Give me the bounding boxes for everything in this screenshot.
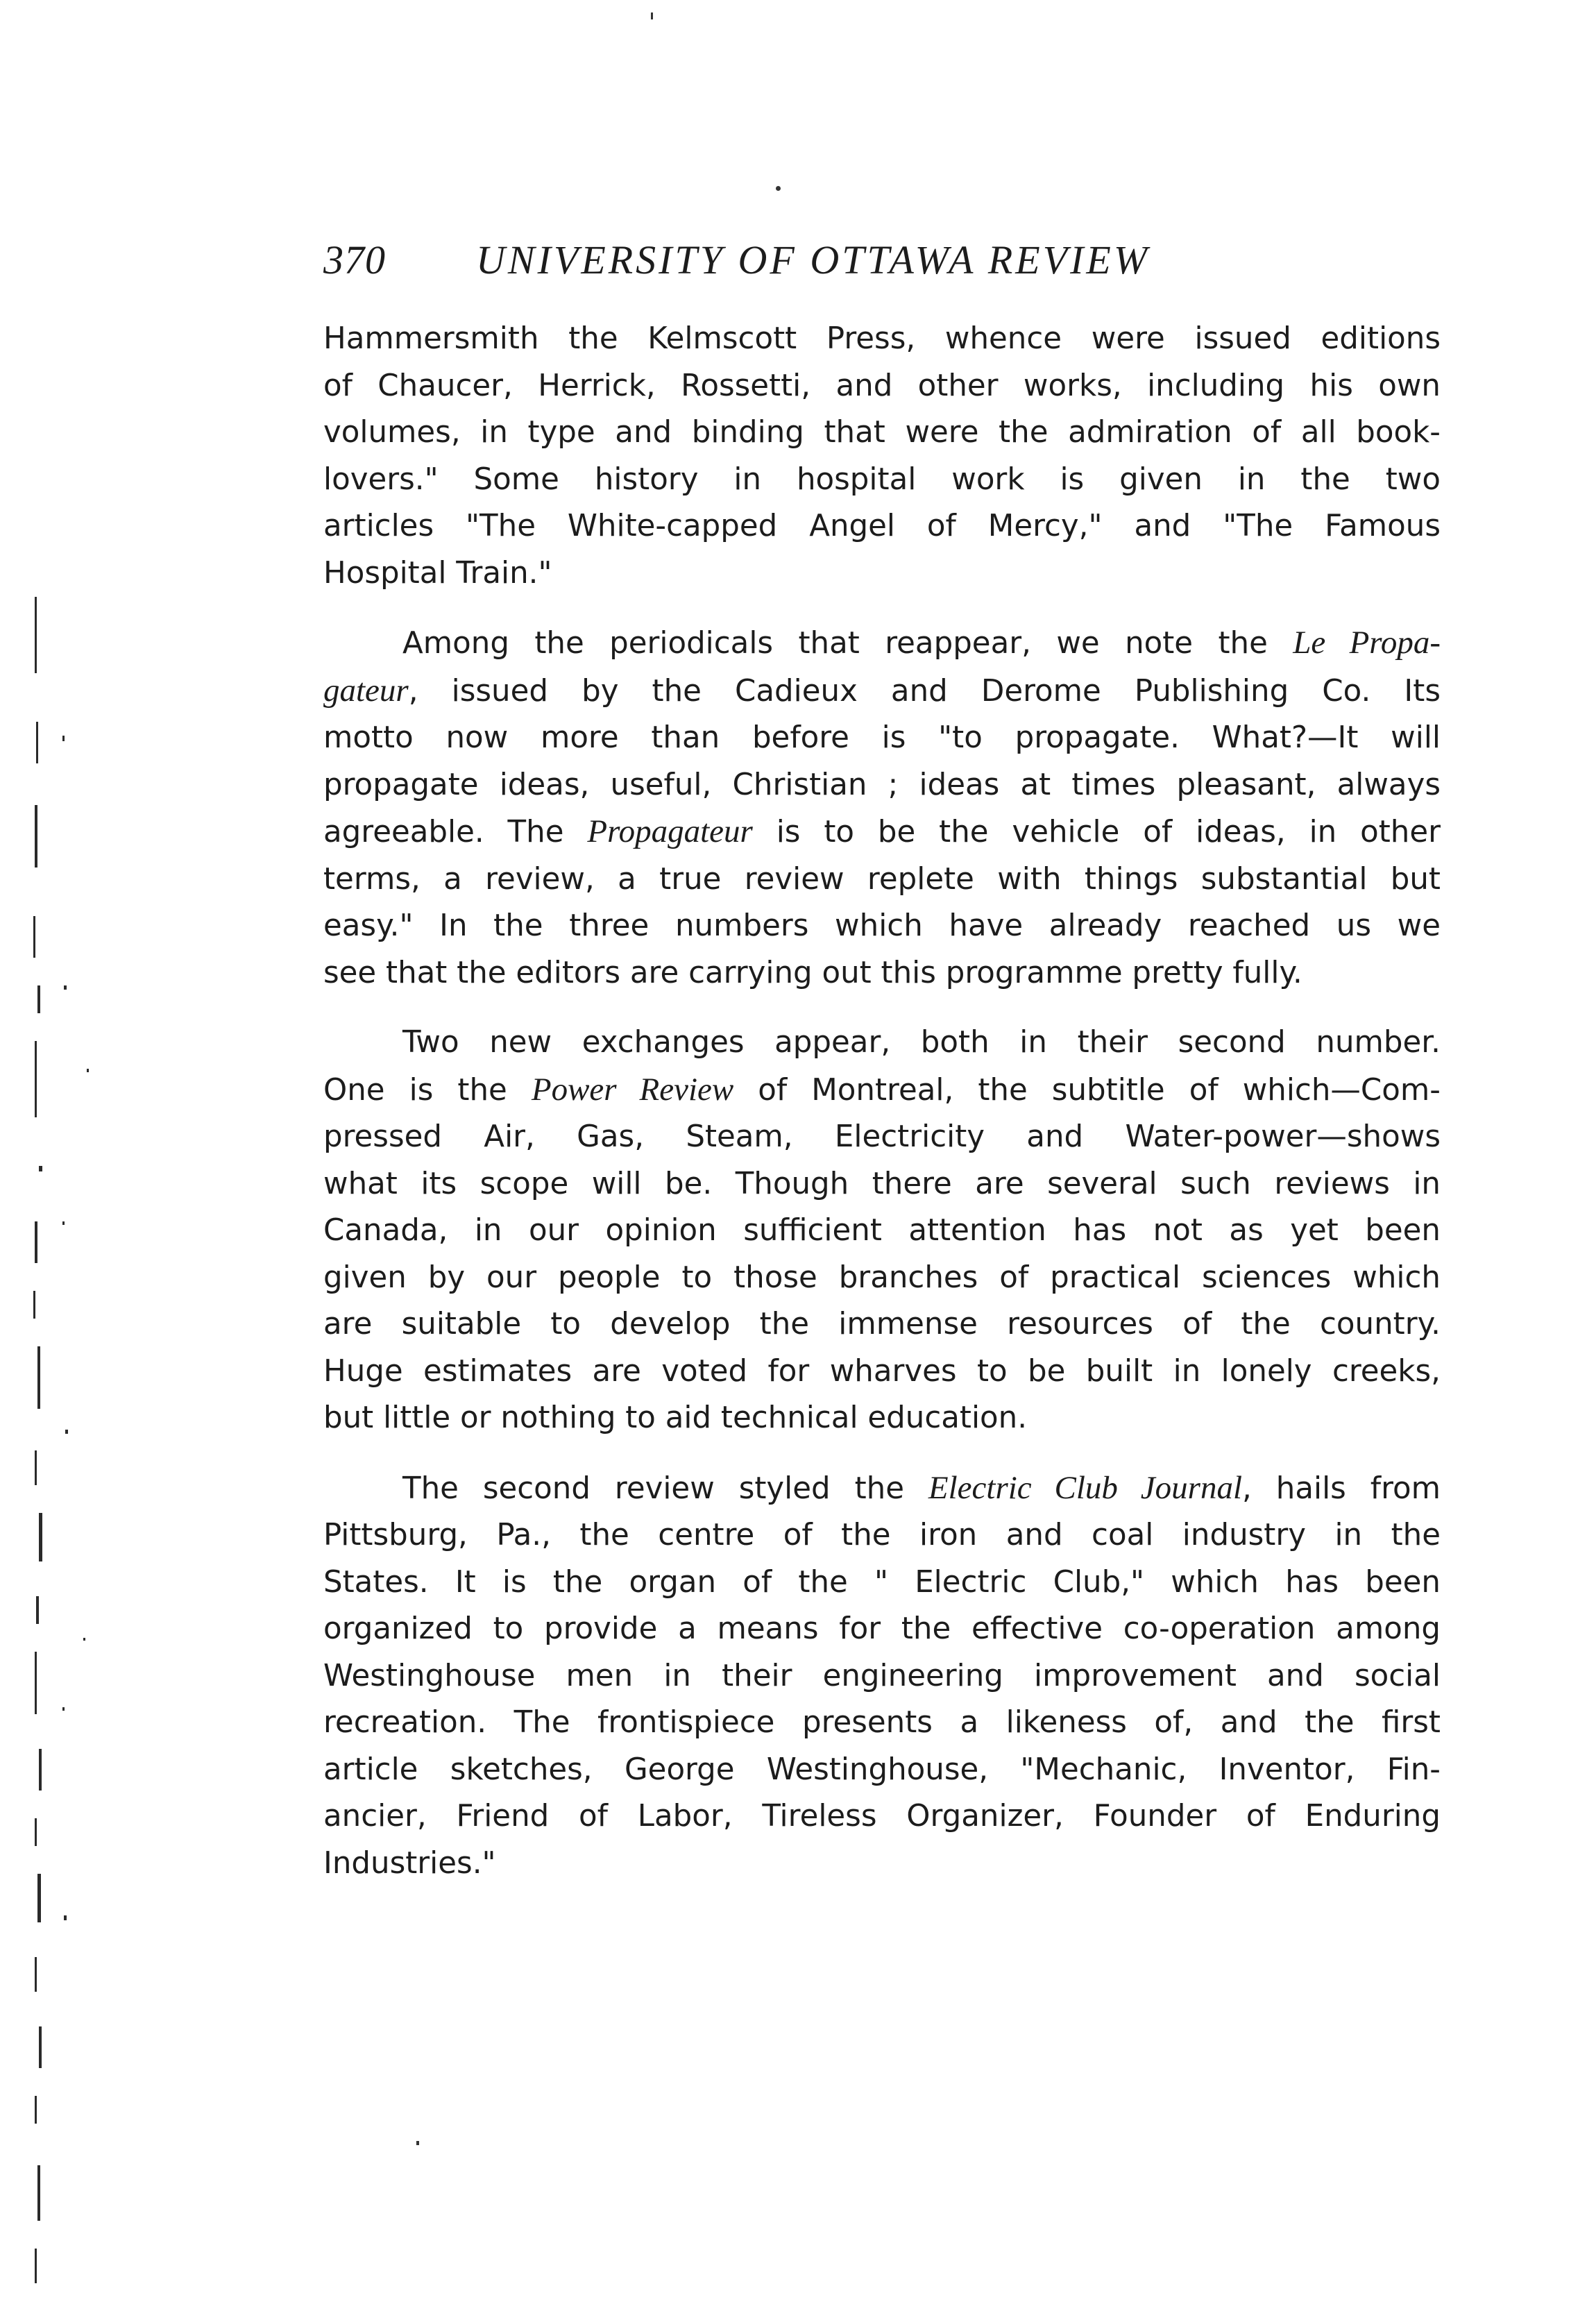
text-run: recreation. The frontispiece presents a likeness of, and the first: [323, 1705, 1441, 1740]
text-run: Industries.": [323, 1845, 496, 1881]
text-line: [323, 503, 1441, 550]
scan-speck: [39, 1166, 42, 1171]
scan-speck: [35, 1450, 37, 1485]
text-line: [244, 1606, 1441, 1653]
text-line: [323, 457, 1441, 504]
text-line: [323, 316, 1441, 363]
journal-title: UNIVERSITY OF OTTAWA REVIEW: [476, 237, 1151, 282]
text-line: [244, 762, 1441, 809]
scan-speck: [35, 1957, 37, 1992]
text-run: Hammersmith the Kelmscott Press, whence were issued editions: [323, 321, 1441, 356]
paragraph: [323, 1019, 1441, 1442]
scan-speck: [37, 1346, 40, 1409]
scan-speck: [35, 805, 37, 867]
binding-edge-marks: [14, 597, 97, 2311]
text-run: are suitable to develop the immense resources of the country.: [323, 1307, 1441, 1341]
text-run: given by our people to those branches of practical sciences which: [323, 1260, 1441, 1295]
text-run: The second review styled the: [402, 1471, 928, 1506]
running-head: [323, 229, 1364, 291]
scan-speck: [776, 186, 781, 191]
scan-speck: [416, 2141, 419, 2145]
text-line: [244, 1793, 1441, 1840]
scan-speck: [37, 2165, 40, 2221]
scan-speck: [33, 916, 35, 958]
text-line: [244, 1348, 1441, 1396]
text-run: organized to provide a means for the effective co-operation among: [323, 1611, 1441, 1646]
text-run: of Montreal, the subtitle of which—Com-: [733, 1072, 1441, 1108]
scan-speck: [65, 1430, 68, 1434]
text-run: what its scope will be. Though there are several such reviews in: [323, 1166, 1441, 1201]
text-run: motto now more than before is "to propagate. What?—It will: [323, 720, 1441, 755]
text-line: [244, 809, 1441, 856]
text-run: volumes, in type and binding that were the admiration of all book-: [323, 415, 1441, 450]
text-line: [244, 903, 1441, 950]
scan-speck: [39, 1749, 42, 1791]
paragraph: [323, 620, 1441, 997]
text-run: , issued by the Cadieux and Derome Publishing Co. Its: [408, 673, 1441, 709]
paragraph: [323, 1465, 1441, 1888]
scan-speck: [35, 1818, 37, 1846]
italic-title: Le Propa-: [1293, 625, 1441, 661]
scan-speck: [36, 722, 38, 763]
text-line: [323, 550, 1441, 598]
text-line: [244, 1208, 1441, 1255]
text-run: ancier, Friend of Labor, Tireless Organizer, Founder of Enduring: [323, 1799, 1441, 1834]
paragraph: [323, 316, 1441, 597]
text-run: , hails from: [1242, 1471, 1441, 1506]
scan-speck: [62, 1707, 65, 1711]
text-run: article sketches, George Westinghouse, "Mechanic, Inventor, Fin-: [323, 1752, 1441, 1787]
text-run: Huge estimates are voted for wharves to be built in lonely creeks,: [323, 1353, 1441, 1389]
text-line: [244, 1114, 1441, 1161]
text-run: is to be the vehicle of ideas, in other: [752, 815, 1441, 849]
text-line: [244, 715, 1441, 762]
scan-speck: [33, 1291, 35, 1319]
text-line: [323, 409, 1441, 457]
text-line: [244, 1301, 1441, 1348]
text-line: [244, 1067, 1441, 1115]
text-line: [323, 363, 1441, 410]
text-line: [244, 1161, 1441, 1208]
scan-speck: [36, 1596, 39, 1624]
text-run: Westinghouse men in their engineering improvement and social: [323, 1658, 1441, 1693]
page-number: 370: [323, 237, 386, 282]
scan-speck: [64, 985, 67, 990]
text-line: [244, 856, 1441, 904]
text-run: Two new exchanges appear, both in their second number.: [402, 1025, 1441, 1060]
scan-speck: [35, 2096, 37, 2124]
scan-speck: [83, 1638, 85, 1641]
text-run: States. It is the organ of the " Electric Club," which has been: [323, 1564, 1441, 1600]
scan-speck: [37, 1874, 41, 1922]
text-line: [323, 1019, 1441, 1067]
text-line: [244, 1747, 1441, 1794]
italic-title: Power Review: [531, 1071, 734, 1108]
text-run: of Chaucer, Herrick, Rossetti, and other works, including his own: [323, 368, 1441, 403]
text-run: pressed Air, Gas, Steam, Electricity and Water-power—shows: [323, 1119, 1441, 1154]
body-text: [323, 316, 1441, 1910]
text-run: lovers." Some history in hospital work is given in the two: [323, 462, 1441, 497]
text-run: see that the editors are carrying out this programme pretty fully.: [323, 955, 1302, 990]
text-run: terms, a review, a true review replete with things substantial but: [323, 861, 1441, 897]
text-line: [244, 950, 1441, 997]
text-run: agreeable. The: [323, 815, 588, 849]
scan-speck: [35, 1652, 37, 1714]
text-line: [244, 1559, 1441, 1607]
scan-speck: [37, 985, 40, 1013]
text-run: Pittsburg, Pa., the centre of the iron and coal industry in the: [323, 1518, 1441, 1552]
text-line: [244, 1840, 1441, 1888]
text-line: [244, 1653, 1441, 1700]
text-run: Canada, in our opinion sufficient attention has not as yet been: [323, 1213, 1441, 1248]
scan-speck: [35, 2249, 37, 2283]
text-run: Hospital Train.": [323, 555, 552, 591]
text-run: Among the periodicals that reappear, we note the: [402, 626, 1293, 661]
text-line: [244, 1512, 1441, 1559]
italic-title: Propagateur: [587, 813, 753, 849]
scan-speck: [35, 1221, 37, 1263]
scan-speck: [39, 2026, 42, 2068]
scan-speck: [651, 12, 653, 19]
text-line: [323, 620, 1441, 668]
text-line: [323, 1465, 1441, 1513]
scan-speck: [62, 736, 65, 741]
text-run: articles "The White-capped Angel of Mercy," and "The Famous: [323, 509, 1441, 543]
scan-speck: [39, 1513, 42, 1561]
text-line: [244, 1395, 1441, 1442]
text-line: [244, 1255, 1441, 1302]
italic-title: Electric Club Journal: [928, 1469, 1242, 1506]
text-run: One is the: [323, 1072, 532, 1108]
italic-title: gateur: [323, 672, 409, 709]
text-run: but little or nothing to aid technical education.: [323, 1400, 1028, 1435]
scan-speck: [35, 1041, 37, 1117]
scan-speck: [64, 1915, 67, 1920]
text-run: propagate ideas, useful, Christian ; ideas at times pleasant, always: [323, 767, 1441, 802]
text-run: easy." In the three numbers which have already reached us we: [323, 908, 1441, 943]
scan-speck: [62, 1221, 65, 1225]
scan-speck: [87, 1069, 89, 1072]
text-line: [244, 668, 1441, 716]
scan-speck: [35, 597, 37, 673]
text-line: [244, 1700, 1441, 1747]
